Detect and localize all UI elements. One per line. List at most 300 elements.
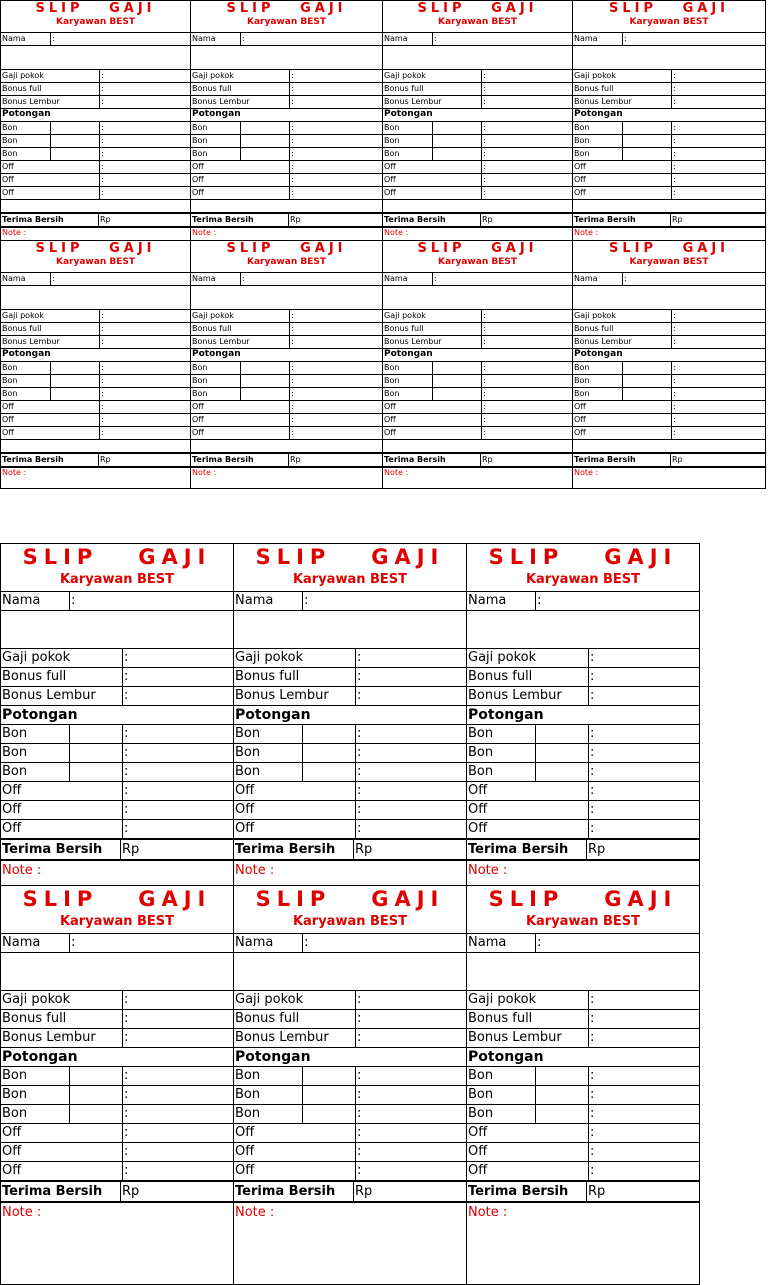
divider [69,725,70,744]
nama-row-label: Nama [235,935,274,950]
gaji-pokok-row-label: Gaji pokok [384,70,426,80]
colon: : [101,401,104,411]
terima-bersih-row-label: Terima Bersih [235,842,336,857]
bonus-full-row-label: Bonus full [235,669,300,684]
slip-subtitle: Karyawan BEST [247,257,326,267]
potongan-header [467,1047,699,1066]
slip-title: SLIP GAJI [417,1,538,16]
name-value-area [191,285,382,309]
off-row [1,1123,233,1142]
rp-label: Rp [290,215,301,224]
off-row [1,413,190,426]
bon-row [383,387,572,400]
bon-row [191,134,382,147]
gaji-pokok-row [234,990,466,1009]
bon-row [467,724,699,743]
divider [355,1162,356,1181]
divider [765,148,766,161]
colon: : [101,427,104,437]
bon-row-label: Bon [2,388,18,398]
bon-row-label: Bon [2,1106,28,1121]
bonus-lembur-row-label: Bonus Lembur [2,96,60,106]
bon-row [234,743,466,762]
bonus-lembur-row-label: Bonus Lembur [468,688,562,703]
colon: : [357,1125,362,1140]
divider [699,1143,700,1162]
gaji-pokok-row-label: Gaji pokok [235,992,304,1007]
bonus-lembur-row [1,95,190,108]
off-row-label: Off [384,187,396,197]
rp-label: Rp [672,455,683,464]
rp-label: Rp [290,455,301,464]
divider [69,1067,70,1086]
colon: : [357,745,362,760]
colon: : [291,83,294,93]
divider [699,1105,700,1124]
bon-row [573,387,765,400]
divider [355,763,356,782]
colon: : [483,362,486,372]
note-row-label: Note : [384,468,409,477]
divider [122,991,123,1010]
gaji-pokok-row-label: Gaji pokok [468,650,537,665]
colon: : [291,174,294,184]
divider [699,1162,700,1181]
salary-slip [382,0,573,241]
colon: : [673,414,676,424]
salary-slip [190,0,383,241]
gaji-pokok-row [383,69,572,82]
off-row [467,781,699,800]
divider [122,1105,123,1124]
rp-label: Rp [122,1184,140,1199]
potongan-header-label: Potongan [235,1048,311,1065]
off-row [1,173,190,186]
terima-bersih-row-label: Terima Bersih [468,1184,569,1199]
name-value-area [573,285,765,309]
off-row-label: Off [2,414,14,424]
nama-row [191,32,382,45]
bon-row [1,361,190,374]
colon: : [124,669,129,684]
colon: : [291,70,294,80]
bon-row [1,743,233,762]
off-row [191,160,382,173]
bon-row [1,762,233,781]
bonus-lembur-row-label: Bonus Lembur [384,336,442,346]
off-row [1,186,190,199]
terima-bersih-row-label: Terima Bersih [2,215,64,224]
divider [355,801,356,820]
bonus-lembur-row [1,1028,233,1047]
salary-slip [0,0,191,241]
off-row [467,1123,699,1142]
colon: : [124,764,129,779]
nama-row-label: Nama [384,33,408,43]
potongan-header [234,705,466,724]
colon: : [52,273,55,283]
divider [765,70,766,83]
off-row [234,1142,466,1161]
colon: : [291,310,294,320]
divider [302,763,303,782]
colon: : [673,148,676,158]
slip-title: SLIP GAJI [609,1,729,16]
off-row-label: Off [2,1163,22,1178]
divider [302,1105,303,1124]
bon-row [191,374,382,387]
note-row [573,226,765,238]
note-row [1,226,190,238]
name-value-area [383,285,572,309]
colon: : [673,83,676,93]
colon: : [590,726,595,741]
note-row-label: Note : [235,1204,275,1220]
colon: : [291,96,294,106]
salary-slip [0,885,234,1285]
bonus-lembur-row [383,95,572,108]
potongan-header [191,108,382,121]
rp-label: Rp [122,842,140,857]
colon: : [101,122,104,132]
terima-bersih-row [191,212,382,226]
off-row-label: Off [384,401,396,411]
slip-subtitle: Karyawan BEST [59,914,175,929]
bon-row [573,361,765,374]
colon: : [673,122,676,132]
gaji-pokok-row [467,648,699,667]
bon-row-label: Bon [2,726,28,741]
off-row-label: Off [235,802,255,817]
gaji-pokok-row-label: Gaji pokok [192,70,234,80]
divider [355,782,356,801]
bon-row-label: Bon [384,362,400,372]
off-row-label: Off [468,1163,488,1178]
gaji-pokok-row [234,648,466,667]
colon: : [101,96,104,106]
off-row-label: Off [574,187,586,197]
divider [765,161,766,174]
divider [699,820,700,839]
off-row [467,819,699,838]
colon: : [124,650,129,665]
colon: : [291,427,294,437]
bon-row [1,1066,233,1085]
bon-row-label: Bon [2,1068,28,1083]
colon: : [483,375,486,385]
colon: : [291,187,294,197]
terima-bersih-row [467,1180,699,1201]
bon-row-label: Bon [235,1106,261,1121]
slip-title: SLIP GAJI [255,545,445,569]
colon: : [483,148,486,158]
divider [355,1010,356,1029]
colon: : [673,362,676,372]
colon: : [124,821,129,836]
name-value-area [467,952,699,990]
bonus-lembur-row [191,335,382,348]
bon-row-label: Bon [384,135,400,145]
colon: : [124,1068,129,1083]
potongan-header-label: Potongan [384,349,433,359]
colon: : [537,935,542,950]
divider [302,725,303,744]
colon: : [124,745,129,760]
colon: : [291,414,294,424]
off-row [234,1123,466,1142]
colon: : [624,273,627,283]
colon: : [124,783,129,798]
bon-row-label: Bon [384,375,400,385]
bon-row-label: Bon [574,388,590,398]
colon: : [101,414,104,424]
potongan-header-label: Potongan [2,109,51,119]
divider [302,1067,303,1086]
divider [69,592,70,611]
bon-row-label: Bon [235,745,261,760]
bonus-full-row [383,82,572,95]
bon-row [383,147,572,160]
bonus-lembur-row-label: Bonus Lembur [2,336,60,346]
note-row-label: Note : [384,228,409,237]
bonus-full-row [383,322,572,335]
colon: : [357,1106,362,1121]
nama-row [1,32,190,45]
gaji-pokok-row [1,309,190,322]
bon-row-label: Bon [2,375,18,385]
divider [122,1162,123,1181]
bon-row-label: Bon [235,1087,261,1102]
off-row [1,800,233,819]
bon-row-label: Bon [2,362,18,372]
colon: : [590,1087,595,1102]
divider [355,744,356,763]
bonus-full-row [1,1009,233,1028]
nama-row [467,933,699,952]
bonus-lembur-row [467,686,699,705]
bon-row-label: Bon [235,1068,261,1083]
divider [535,592,536,611]
nama-row [234,591,466,610]
bon-row-label: Bon [574,122,590,132]
bonus-full-row-label: Bonus full [468,669,533,684]
divider [122,782,123,801]
slip-subtitle: Karyawan BEST [56,17,135,27]
divider [302,592,303,611]
colon: : [483,388,486,398]
off-row [1,400,190,413]
gaji-pokok-row [383,309,572,322]
salary-slip [233,885,467,1285]
note-row [1,859,233,879]
slip-subtitle: Karyawan BEST [629,257,709,267]
colon: : [673,135,676,145]
colon: : [590,1030,595,1045]
potongan-header-label: Potongan [468,706,544,723]
divider [765,187,766,200]
bon-row-label: Bon [192,135,208,145]
gaji-pokok-row-label: Gaji pokok [384,310,426,320]
divider [588,820,589,839]
terima-bersih-row [234,838,466,859]
colon: : [673,336,676,346]
note-row-label: Note : [574,228,599,237]
bonus-full-row [234,1009,466,1028]
note-row-label: Note : [192,228,217,237]
divider [765,310,766,323]
off-row [191,413,382,426]
potongan-header-label: Potongan [2,349,51,359]
bonus-lembur-row-label: Bonus Lembur [384,96,442,106]
salary-slip [572,0,766,241]
colon: : [483,401,486,411]
bon-row-label: Bon [468,726,494,741]
colon: : [357,992,362,1007]
bon-row-label: Bon [468,745,494,760]
bon-row [573,121,765,134]
colon: : [101,310,104,320]
colon: : [101,148,104,158]
nama-row-label: Nama [235,593,274,608]
off-row [573,173,765,186]
colon: : [291,323,294,333]
colon: : [483,96,486,106]
slip-title: SLIP GAJI [35,1,156,16]
bon-row-label: Bon [2,764,28,779]
colon: : [357,1030,362,1045]
divider [765,83,766,96]
colon: : [673,388,676,398]
divider [586,1182,587,1203]
colon: : [434,33,437,43]
colon: : [673,310,676,320]
terima-bersih-row-label: Terima Bersih [574,215,636,224]
bonus-full-row-label: Bonus full [468,1011,533,1026]
nama-row [234,933,466,952]
divider [588,649,589,668]
bon-row-label: Bon [2,1087,28,1102]
divider [699,1124,700,1143]
name-value-area [191,45,382,69]
rp-label: Rp [355,842,373,857]
bon-row-label: Bon [192,362,208,372]
divider [765,427,766,440]
colon: : [590,1163,595,1178]
off-row [1,160,190,173]
divider [699,1086,700,1105]
slip-title: SLIP GAJI [417,241,538,256]
divider [765,33,766,46]
divider [355,1086,356,1105]
bon-row [1,1104,233,1123]
divider [588,1067,589,1086]
colon: : [52,33,55,43]
off-row-label: Off [2,1144,22,1159]
bonus-full-row [1,667,233,686]
bon-row [383,374,572,387]
nama-row-label: Nama [468,935,507,950]
divider [535,1086,536,1105]
divider [699,744,700,763]
gaji-pokok-row-label: Gaji pokok [2,992,71,1007]
terima-bersih-row [1,212,190,226]
colon: : [124,1144,129,1159]
divider [765,362,766,375]
divider [588,687,589,706]
terima-bersih-row-label: Terima Bersih [192,215,254,224]
bonus-full-row-label: Bonus full [2,323,42,333]
note-row-label: Note : [2,468,27,477]
bonus-full-row-label: Bonus full [384,83,424,93]
terima-bersih-row [383,212,572,226]
bon-row [234,1104,466,1123]
bon-row-label: Bon [235,764,261,779]
colon: : [483,427,486,437]
bonus-lembur-row-label: Bonus Lembur [2,688,96,703]
nama-row [573,32,765,45]
gaji-pokok-row [1,990,233,1009]
off-row [234,819,466,838]
bon-row [573,134,765,147]
colon: : [357,1068,362,1083]
divider [122,649,123,668]
bon-row [467,1066,699,1085]
colon: : [357,688,362,703]
slip-subtitle: Karyawan BEST [247,17,326,27]
gaji-pokok-row [573,309,765,322]
divider [765,96,766,109]
nama-row-label: Nama [2,33,26,43]
slip-title: SLIP GAJI [22,545,212,569]
colon: : [673,161,676,171]
bonus-lembur-row-label: Bonus Lembur [468,1030,562,1045]
divider [69,1105,70,1124]
colon: : [590,1125,595,1140]
bon-row [1,387,190,400]
colon: : [304,593,309,608]
colon: : [590,745,595,760]
rp-label: Rp [672,215,683,224]
bonus-full-row-label: Bonus full [384,323,424,333]
bonus-full-row [1,322,190,335]
colon: : [291,161,294,171]
colon: : [357,821,362,836]
colon: : [291,122,294,132]
potongan-header [1,1047,233,1066]
terima-bersih-row-label: Terima Bersih [384,215,446,224]
gaji-pokok-row-label: Gaji pokok [2,70,44,80]
colon: : [590,688,595,703]
bonus-full-row-label: Bonus full [2,83,42,93]
terima-bersih-row-label: Terima Bersih [468,842,569,857]
off-row-label: Off [574,401,586,411]
bon-row-label: Bon [574,375,590,385]
potongan-header-label: Potongan [192,109,241,119]
name-value-area [234,952,466,990]
colon: : [124,992,129,1007]
off-row-label: Off [468,783,488,798]
off-row [383,413,572,426]
divider [302,934,303,953]
slip-subtitle: Karyawan BEST [292,572,408,587]
colon: : [124,1030,129,1045]
divider [588,1162,589,1181]
divider [765,174,766,187]
potongan-header-label: Potongan [2,1048,78,1065]
colon: : [291,135,294,145]
colon: : [673,375,676,385]
colon: : [673,323,676,333]
